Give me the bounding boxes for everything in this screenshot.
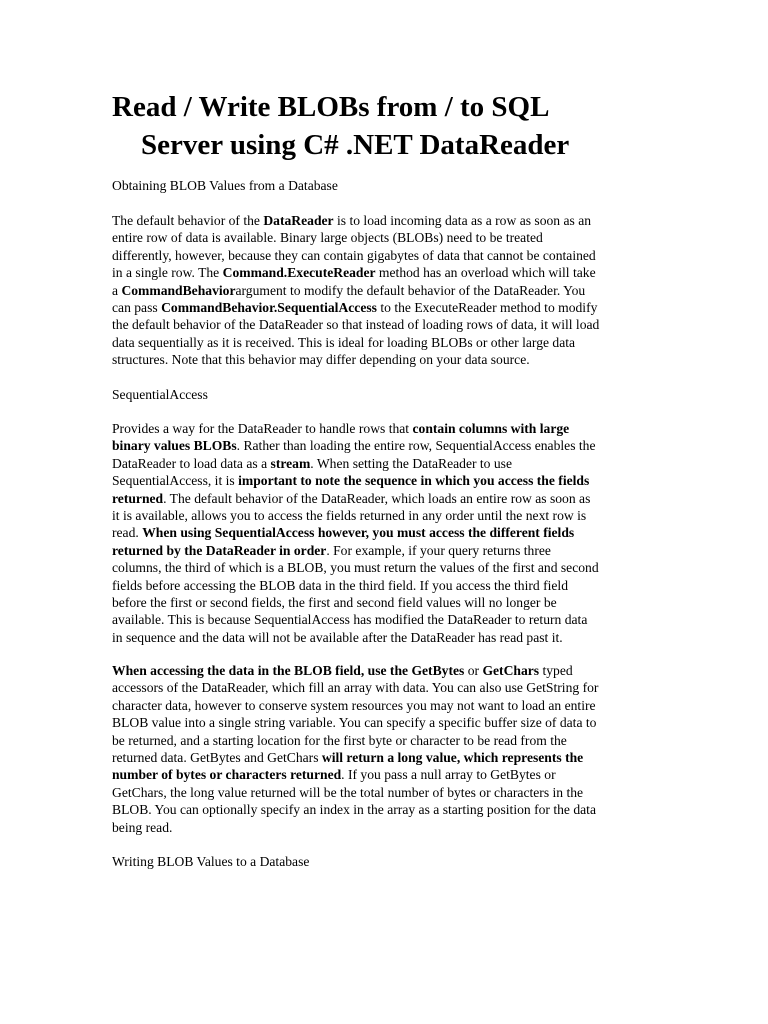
text-line: structures. Note that this behavior may differ depending on your data source. bbox=[112, 352, 530, 368]
paragraph-obtaining bbox=[112, 212, 658, 369]
text-run: . For example, if your query returns three bbox=[326, 542, 551, 558]
text-run: . The default behavior of the DataReader, which loads an entire row as soon as bbox=[163, 490, 591, 506]
paragraph-sequentialaccess bbox=[112, 420, 658, 646]
text-line: the default behavior of the DataReader so that instead of loading rows of data, it will load bbox=[112, 317, 600, 333]
text-line: be returned, and a starting location for the first byte or character to be read from the bbox=[112, 732, 567, 748]
text-run: in a single row. The bbox=[112, 265, 223, 281]
text-run: . If you pass a null array to GetBytes or bbox=[341, 767, 556, 783]
bold-run: binary values BLOBs bbox=[112, 438, 237, 454]
text-run: Provides a way for the DataReader to handle rows that bbox=[112, 421, 413, 436]
text-line: entire row of data is available. Binary large objects (BLOBs) need to be treated bbox=[112, 230, 543, 246]
text-run: . When setting the DataReader to use bbox=[310, 455, 512, 471]
text-run: method has an overload which will take bbox=[375, 265, 596, 281]
text-line: available. This is because SequentialAccess has modified the DataReader to return data bbox=[112, 612, 588, 628]
text-line bbox=[112, 437, 658, 454]
text-run: to the ExecuteReader method to modify bbox=[376, 300, 598, 316]
text-line bbox=[112, 542, 658, 559]
text-line: BLOB. You can optionally specify an index in the array as a starting position for the data bbox=[112, 802, 596, 818]
text-line bbox=[112, 420, 658, 437]
text-line: columns, the third of which is a BLOB, you must return the values of the first and second bbox=[112, 560, 599, 576]
section-heading-writing: Writing BLOB Values to a Database bbox=[112, 854, 310, 869]
text-line: BLOB value into a single string variable. You can specify a specific buffer size of data to bbox=[112, 715, 597, 731]
bold-run: contain columns with large bbox=[412, 421, 570, 436]
text-line: being read. bbox=[112, 819, 173, 835]
text-run: . Rather than loading the entire row, SequentialAccess enables the bbox=[236, 438, 596, 454]
text-line bbox=[112, 455, 658, 472]
bold-run: DataReader bbox=[263, 213, 334, 228]
title-line-1: Read / Write BLOBs from / to SQL bbox=[112, 91, 550, 123]
text-line: differently, however, because they can contain gigabytes of data that cannot be contained bbox=[112, 247, 596, 263]
text-run: SequentialAccess, it is bbox=[112, 473, 239, 489]
text-line bbox=[112, 264, 658, 281]
text-run: read. bbox=[112, 525, 143, 541]
page-title bbox=[112, 88, 672, 164]
text-line: in sequence and the data will not be available after the DataReader has read past it. bbox=[112, 629, 563, 645]
bold-run: number of bytes or characters returned bbox=[112, 767, 342, 783]
text-line bbox=[112, 490, 658, 507]
text-line bbox=[112, 766, 658, 783]
bold-run: returned bbox=[112, 490, 164, 506]
text-run: returned data. GetBytes and GetChars bbox=[112, 750, 322, 766]
bold-run: GetChars bbox=[482, 663, 540, 678]
bold-run: Command.ExecuteReader bbox=[222, 265, 376, 281]
bold-run: important to note the sequence in which you access the fields bbox=[238, 473, 590, 489]
bold-run: When accessing the data in the BLOB field, use the GetBytes bbox=[112, 663, 465, 678]
bold-run: CommandBehavior bbox=[121, 282, 236, 298]
section-heading-obtaining: Obtaining BLOB Values from a Database bbox=[112, 178, 338, 193]
bold-run: CommandBehavior.SequentialAccess bbox=[161, 300, 377, 316]
section-heading-sequentialaccess: SequentialAccess bbox=[112, 387, 208, 402]
text-run: can pass bbox=[112, 300, 162, 316]
text-run: typed bbox=[539, 663, 573, 678]
text-line bbox=[112, 212, 658, 229]
bold-run: stream bbox=[270, 455, 311, 471]
text-line bbox=[112, 662, 658, 679]
text-run: is to load incoming data as a row as soon as an bbox=[333, 213, 592, 228]
text-line: data sequentially as it is received. This is ideal for loading BLOBs or other large data bbox=[112, 334, 576, 350]
text-line bbox=[112, 299, 658, 316]
text-run: a bbox=[112, 282, 122, 298]
text-line: fields before accessing the BLOB data in the third field. If you access the third field bbox=[112, 577, 568, 593]
text-line bbox=[112, 524, 658, 541]
bold-run: returned by the DataReader in order bbox=[112, 542, 327, 558]
text-line: it is available, allows you to access the fields returned in any order until the next row is bbox=[112, 508, 587, 524]
text-run: argument to modify the default behavior of the DataReader. You bbox=[235, 282, 586, 298]
text-line: character data, however to conserve system resources you may not want to load an entire bbox=[112, 697, 596, 713]
text-line bbox=[112, 749, 658, 766]
text-line: accessors of the DataReader, which fill an array with data. You can also use GetString for bbox=[112, 680, 599, 696]
bold-run: will return a long value, which represents the bbox=[321, 750, 584, 766]
paragraph-getbytes bbox=[112, 662, 658, 836]
text-line: before the first or second fields, the first and second field values will no longer be bbox=[112, 595, 557, 611]
bold-run: When using SequentialAccess however, you must access the different fields bbox=[142, 525, 575, 541]
text-run: DataReader to load data as a bbox=[112, 455, 271, 471]
text-run: The default behavior of the bbox=[112, 213, 264, 228]
title-line-2: Server using C# .NET DataReader bbox=[141, 129, 570, 161]
text-run: or bbox=[464, 663, 483, 678]
text-line bbox=[112, 472, 658, 489]
text-line bbox=[112, 282, 658, 299]
text-line: GetChars, the long value returned will be the total number of bytes or characters in the bbox=[112, 784, 584, 800]
